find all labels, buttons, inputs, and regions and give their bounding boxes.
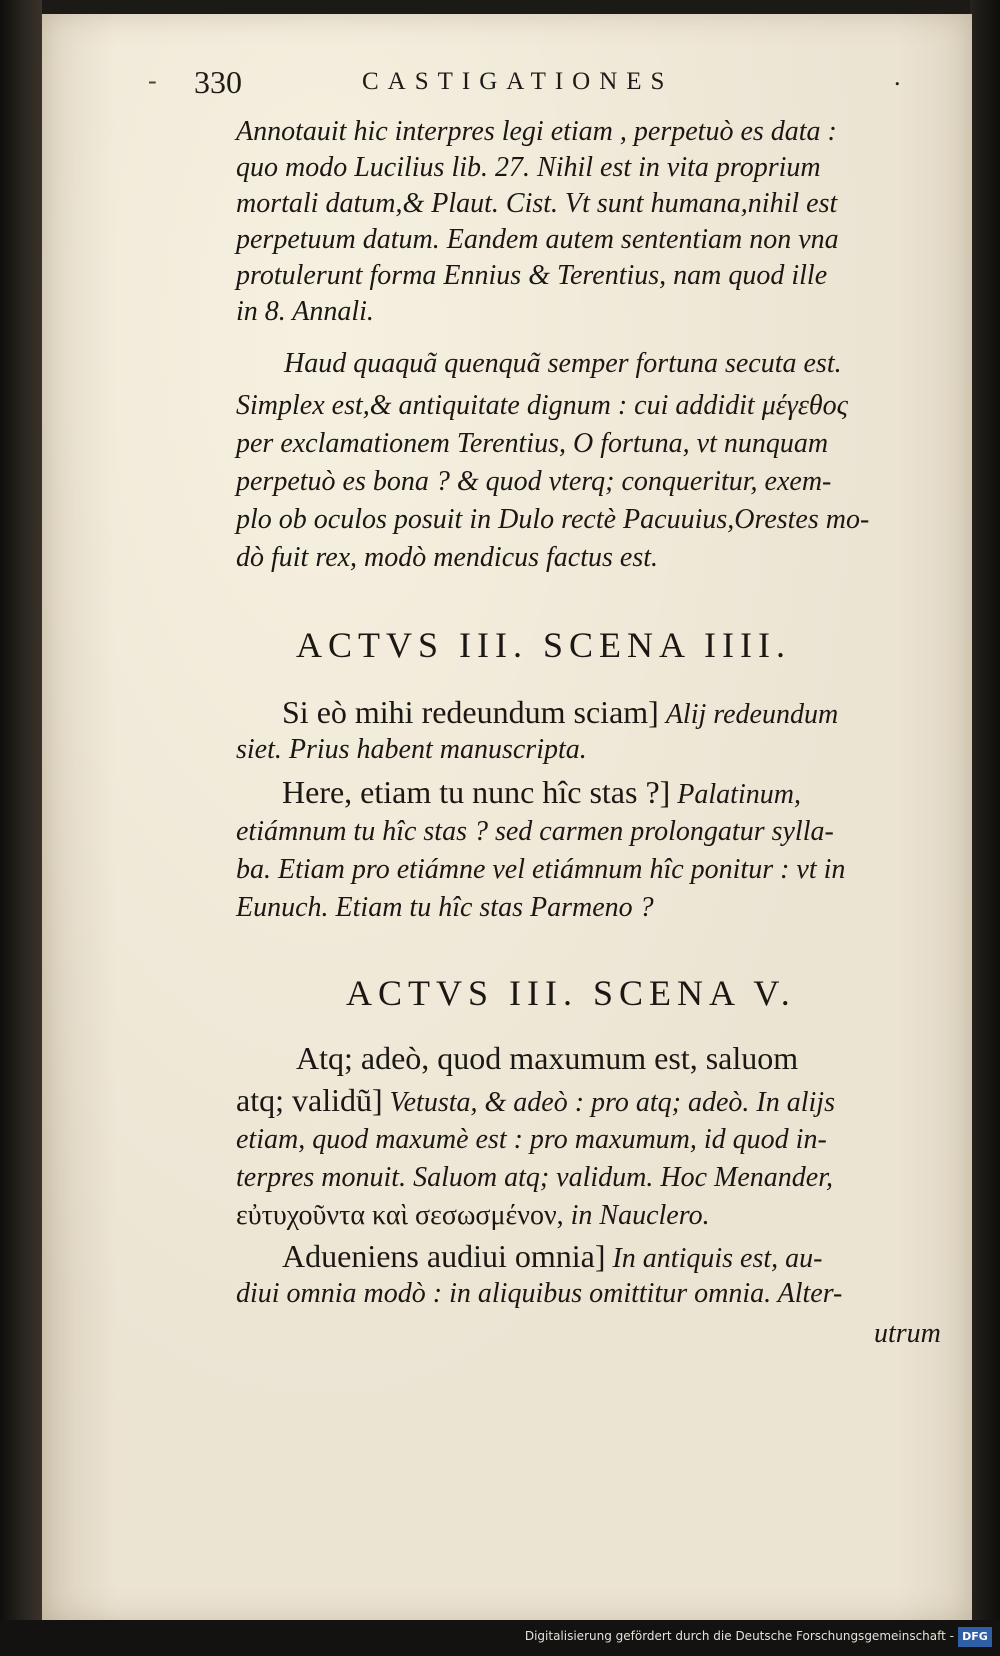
section-heading-scene-4: ACTVS III. SCENA IIII. <box>296 625 791 665</box>
text-line: Eunuch. Etiam tu hîc stas Parmeno ? <box>236 892 654 923</box>
verse-quote-line: Haud quaquã quenquã semper fortuna secuta est. <box>284 348 842 379</box>
digitization-footer <box>0 1620 1000 1656</box>
text-line: perpetuum datum. Eandem autem sententiam non vna <box>236 224 839 255</box>
text-line: ba. Etiam pro etiámne vel etiámnum hîc ponitur : vt in <box>236 854 846 885</box>
funding-credit: Digitalisierung gefördert durch die Deutsche Forschungsgemeinschaft - <box>524 1629 954 1643</box>
commentary: In antiquis est, au- <box>612 1243 823 1274</box>
text-line: plo ob oculos posuit in Dulo rectè Pacuuius,Orestes mo- <box>236 504 870 535</box>
running-head <box>194 62 934 102</box>
book-edge-right <box>970 0 1000 1620</box>
catchword: utrum <box>874 1318 941 1349</box>
text-line: siet. Prius habent manuscripta. <box>236 734 587 765</box>
text-line <box>282 774 801 813</box>
text-line: per exclamationem Terentius, O fortuna, vt nunquam <box>236 428 829 459</box>
lemma: Adueniens audiui omnia] <box>282 1238 606 1274</box>
text-line: quo modo Lucilius lib. 27. Nihil est in vita proprium <box>236 152 821 183</box>
text-line: protulerunt forma Ennius & Terentius, nam quod ille <box>236 260 828 291</box>
lemma: atq; validũ] <box>236 1082 383 1118</box>
lemma: Here, etiam tu nunc hîc stas ?] <box>282 774 671 810</box>
commentary: Palatinum, <box>677 779 801 810</box>
running-title: CASTIGATIONES <box>362 68 674 95</box>
text-line <box>236 1198 710 1234</box>
margin-mark: - <box>148 66 157 95</box>
text-line <box>282 694 838 733</box>
greek-quote: εὐτυχοῦντα καὶ σεσωσμένον, <box>236 1200 564 1231</box>
text-line: perpetuò es bona ? & quod vterq; conqueritur, exem- <box>236 466 832 497</box>
text-line: diui omnia modò : in aliquibus omittitur omnia. Alter- <box>236 1278 843 1309</box>
commentary: Vetusta, & adeò : pro atq; adeò. In alijs <box>389 1087 835 1118</box>
text-line: etiámnum tu hîc stas ? sed carmen prolongatur sylla- <box>236 816 834 847</box>
text-line: Simplex est,& antiquitate dignum : cui addidit μέγεθος <box>236 390 848 421</box>
text-line: Annotauit hic interpres legi etiam , perpetuò es data : <box>236 116 837 147</box>
book-spine-left <box>0 0 42 1620</box>
lemma: Si eò mihi redeundum sciam] <box>282 694 659 730</box>
text-line <box>236 1082 835 1121</box>
running-dot: . <box>894 62 901 91</box>
text-line: dò fuit rex, modò mendicus factus est. <box>236 542 659 573</box>
text-line: etiam, quod maxumè est : pro maxumum, id quod in- <box>236 1124 827 1155</box>
commentary: in Nauclero. <box>570 1200 710 1231</box>
text-line: in 8. Annali. <box>236 296 374 327</box>
page-number: 330 <box>194 64 242 100</box>
commentary: Alij redeundum <box>665 699 839 730</box>
section-heading-scene-5: ACTVS III. SCENA V. <box>346 973 796 1013</box>
text-line: mortali datum,& Plaut. Cist. Vt sunt humana,nihil est <box>236 188 838 219</box>
text-line <box>282 1238 822 1277</box>
lemma: Atq; adeò, quod maxumum est, saluom <box>296 1040 799 1076</box>
text-line: terpres monuit. Saluom atq; validum. Hoc Menander, <box>236 1162 833 1193</box>
dfg-logo: DFG <box>958 1627 992 1647</box>
